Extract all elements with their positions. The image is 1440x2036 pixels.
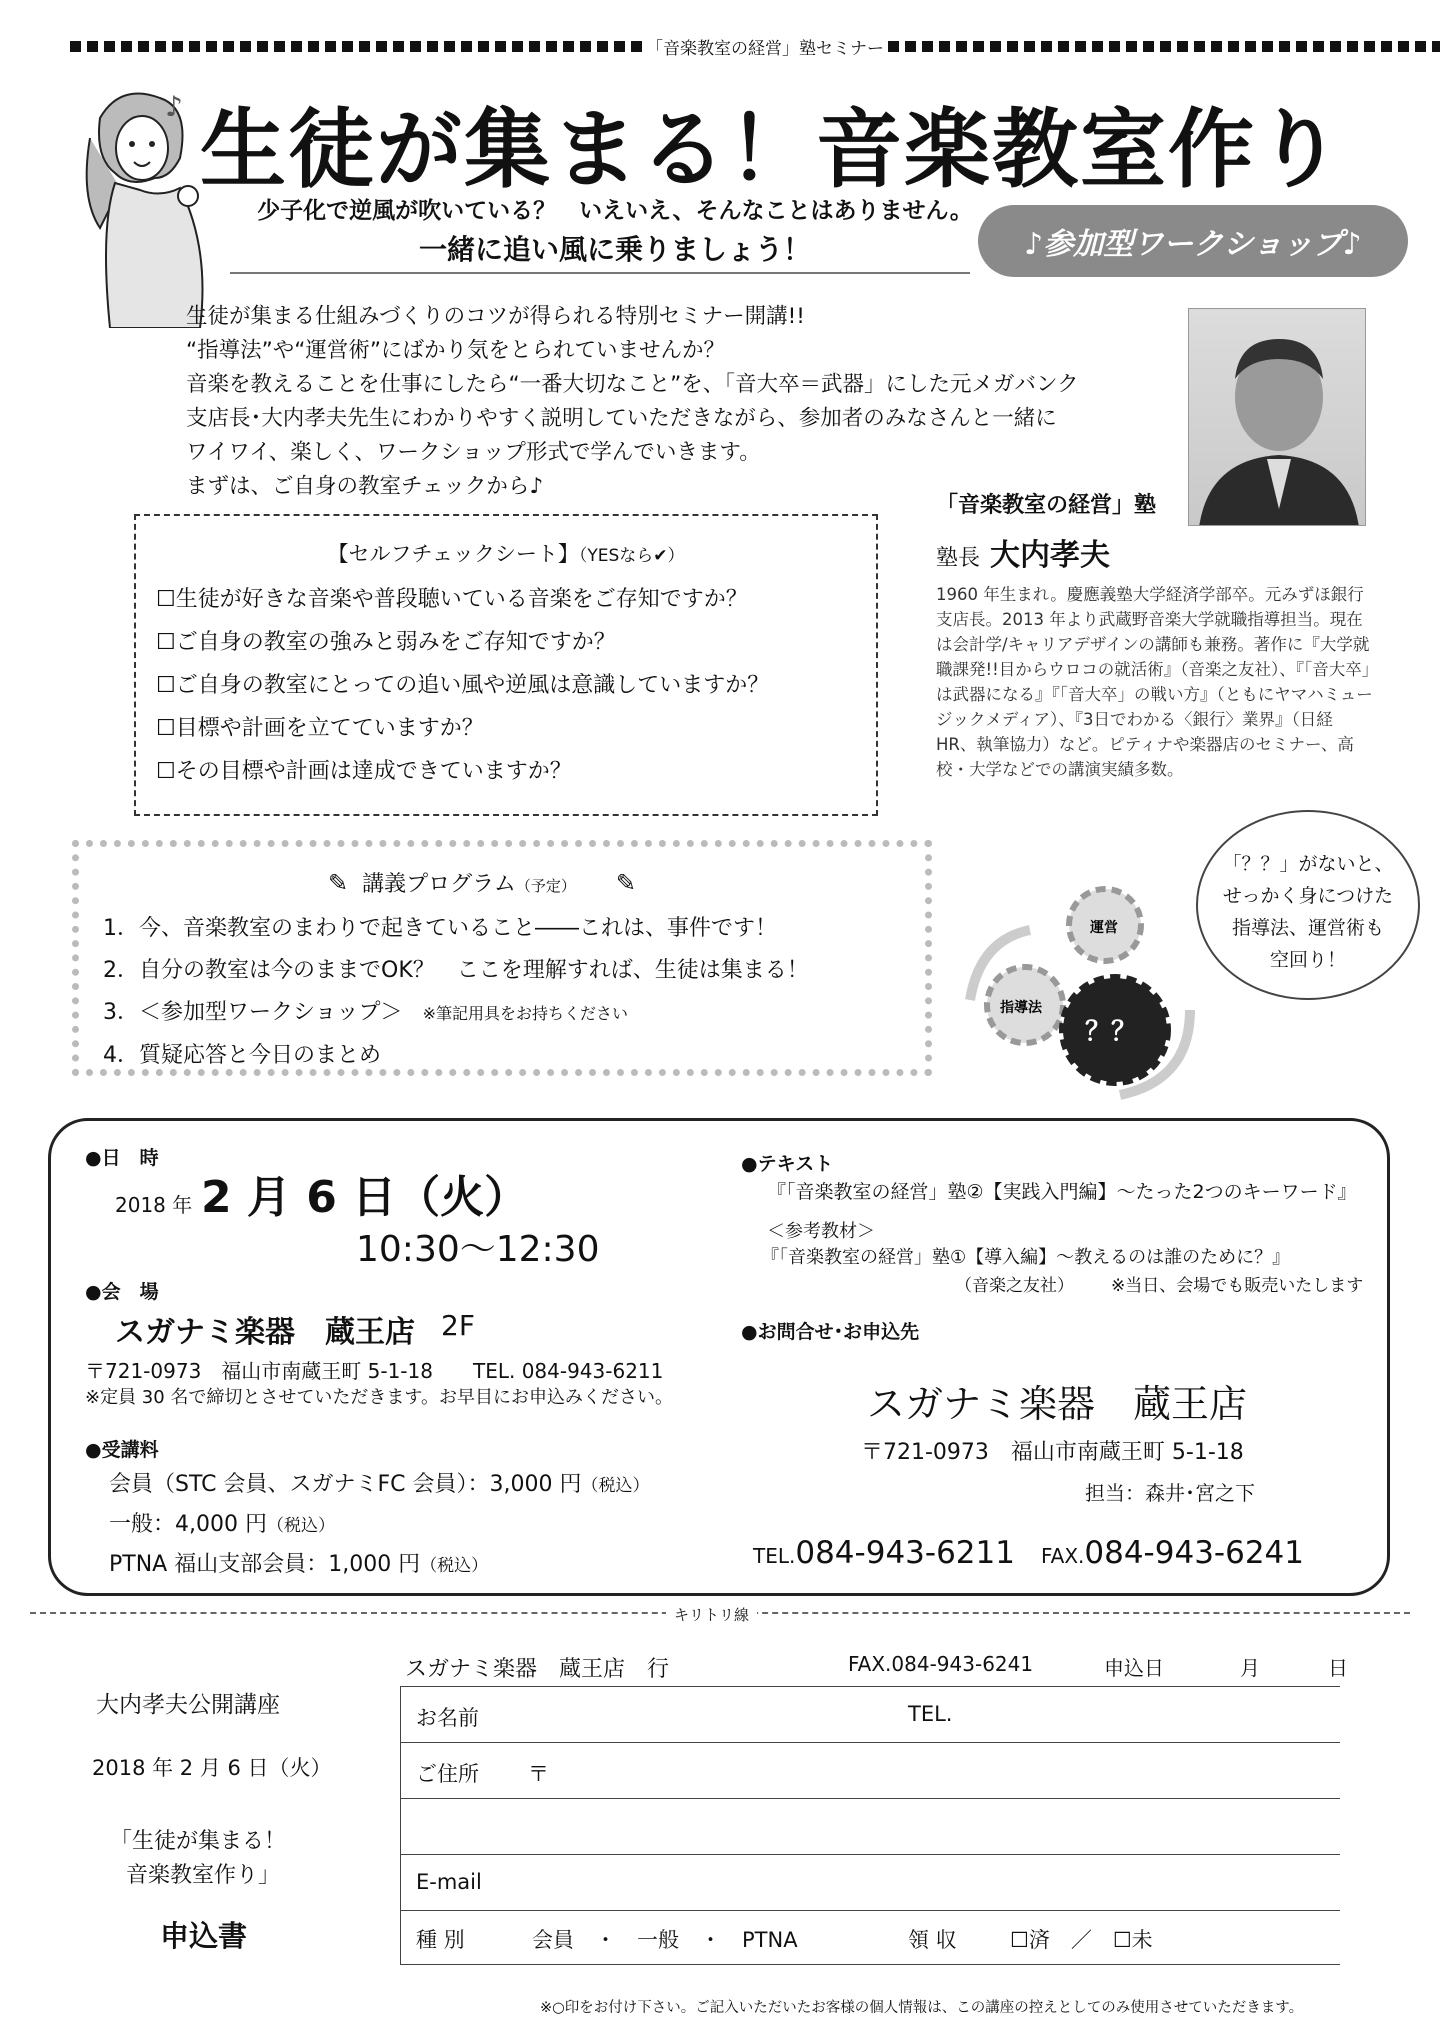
square-row-left bbox=[70, 41, 642, 52]
program-title-note: （予定） bbox=[515, 877, 576, 895]
intro-line: まずは、ご自身の教室チェックから♪ bbox=[186, 474, 544, 499]
check-sheet-title bbox=[156, 538, 856, 568]
fee-text: PTNA 福山支部会員：1,000 円 bbox=[109, 1552, 421, 1577]
bubble-line: せっかく身につけた bbox=[1222, 885, 1394, 907]
intro-text bbox=[186, 300, 1126, 504]
date-year: 2018 年 bbox=[115, 1193, 193, 1217]
venue-note: ※定員 30 名で締切とさせていただきます。お早目にお申込みください。 bbox=[85, 1387, 673, 1408]
event-details bbox=[48, 1118, 1390, 1596]
tel-prefix: TEL. bbox=[753, 1544, 796, 1568]
postal-mark: 〒 bbox=[528, 1762, 549, 1786]
contact-address: 〒721-0973 福山市南蔵王町 5-1-18 bbox=[861, 1440, 1244, 1465]
fax-prefix: FAX. bbox=[1040, 1544, 1085, 1568]
venue-floor: 2F bbox=[441, 1309, 475, 1342]
fee-text: 会員（STC 会員、スガナミFC 会員）：3,000 円 bbox=[109, 1472, 582, 1497]
text-main: 『「音楽教室の経営」塾②【実践入門編】〜たった2つのキーワード』 bbox=[767, 1181, 1357, 1203]
cut-label: キリトリ線 bbox=[666, 1604, 757, 1625]
address-label: ご住所 bbox=[416, 1762, 479, 1786]
check-item: ☐ご自身の教室の強みと弱みをご存知ですか？ bbox=[156, 630, 616, 655]
svg-text:♪: ♪ bbox=[165, 90, 183, 123]
check-item: ☐その目標や計画は達成できていますか？ bbox=[156, 759, 572, 784]
square-row-right bbox=[888, 41, 1440, 52]
gears-illustration bbox=[950, 880, 1210, 1100]
form-to: スガナミ楽器 蔵王店 行 bbox=[405, 1657, 670, 1682]
program-item: 2．自分の教室は今のままでOK？ ここを理解すれば、生徒は集まる！ bbox=[103, 958, 809, 983]
tel-field[interactable] bbox=[960, 1692, 1330, 1738]
intro-line: 音楽を教えることを仕事にしたら“一番大切なこと”を、「音大卒＝武器」にした元メガバンク bbox=[186, 372, 1079, 397]
check-sheet-title-main: 【セルフチェックシート】 bbox=[327, 542, 579, 566]
form-course-date: 2018 年 2 月 6 日（火） bbox=[92, 1756, 332, 1780]
speech-bubble bbox=[1196, 810, 1420, 1000]
lecture-program bbox=[72, 840, 932, 1076]
fee-text: 一般：4,000 円 bbox=[109, 1512, 267, 1537]
form-rule bbox=[400, 1964, 1340, 1965]
form-course-title: 大内孝夫公開講座 bbox=[96, 1692, 280, 1718]
bubble-line: 指導法、運営術も bbox=[1231, 917, 1384, 939]
time: 10:30〜12:30 bbox=[356, 1229, 600, 1270]
fee-item bbox=[109, 1507, 335, 1538]
form-fax: FAX.084-943-6241 bbox=[848, 1652, 1034, 1676]
instructor-org: 「音楽教室の経営」塾 bbox=[936, 493, 1157, 518]
tel-label: TEL. bbox=[908, 1702, 953, 1726]
instructor-photo-placeholder bbox=[1189, 309, 1366, 526]
check-item: ☐生徒が好きな音楽や普段聴いている音楽をご存知ですか？ bbox=[156, 587, 748, 612]
contact-phone bbox=[753, 1535, 1304, 1571]
header-decoration bbox=[70, 34, 1370, 58]
ref-publisher: （音楽之友社） bbox=[955, 1276, 1074, 1296]
woman-illustration bbox=[60, 78, 220, 328]
form-month-label: 月 bbox=[1240, 1656, 1260, 1680]
receipt-options[interactable]: ☐済 ／ ☐未 bbox=[1010, 1928, 1153, 1952]
bubble-line: 「？？」がないと、 bbox=[1222, 853, 1394, 875]
check-item: ☐ご自身の教室にとっての追い風や逆風は意識していますか？ bbox=[156, 673, 770, 698]
instructor-role: 塾長 bbox=[936, 546, 981, 571]
program-title bbox=[53, 867, 911, 898]
form-apply-date-label: 申込日 bbox=[1104, 1656, 1164, 1680]
lead-line-1: 少子化で逆風が吹いている？ いえいえ、そんなことはありません。 bbox=[257, 198, 973, 224]
program-item bbox=[93, 992, 911, 1035]
fee-tax: （税込） bbox=[420, 1556, 489, 1576]
instructor-title bbox=[936, 530, 1110, 574]
program-item-text: 3．＜参加型ワークショップ＞ bbox=[103, 1000, 403, 1025]
fee-item bbox=[109, 1467, 649, 1498]
pencil-icon: ✎ bbox=[615, 869, 636, 897]
gear-label: 運営 bbox=[1090, 920, 1118, 936]
pencil-icon: ✎ bbox=[327, 869, 349, 897]
intro-line: 生徒が集まる仕組みづくりのコツが得られる特別セミナー開講!! bbox=[186, 304, 805, 329]
intro-line: 支店長･大内孝夫先生にわかりやすく説明していただきながら、参加者のみなさんと一緒に bbox=[186, 406, 1057, 431]
venue-label: ●会 場 bbox=[85, 1281, 159, 1303]
program-item-note: ※筆記用具をお持ちください bbox=[422, 1004, 628, 1023]
type-label: 種 別 bbox=[416, 1928, 465, 1952]
instructor-bio: 1960 年生まれ。慶應義塾大学経済学部卒。元みずほ銀行支店長。2013 年より武蔵野音楽大学就職指導担当。現在は会計学/キャリアデザインの講師も兼務。著作に『大学就職課発!!目からウロコの就活術』（音楽之友社）、『「音大卒」は武器になる』『「音大卒」の戦い方』（ともにヤマハミュージックメディア）、『3日でわかる〈銀行〉業界』（日経 HR、執筆協力）など。ピティナや楽器店のセミナー、高校・大学などでの講演実績多数。 bbox=[936, 585, 1373, 779]
fee-tax: （税込） bbox=[266, 1516, 335, 1536]
intro-line: ワイワイ、楽しく、ワークショップ形式で学んでいきます。 bbox=[186, 440, 761, 465]
fee-label: ●受講料 bbox=[85, 1439, 159, 1461]
name-field[interactable] bbox=[520, 1692, 890, 1738]
instructor-name: 大内孝夫 bbox=[990, 538, 1111, 573]
form-day-label: 日 bbox=[1328, 1656, 1348, 1680]
tel-number: 084-943-6211 bbox=[795, 1535, 1015, 1571]
fee-tax: （税込） bbox=[581, 1476, 650, 1496]
email-field[interactable] bbox=[520, 1860, 1330, 1906]
self-check-sheet bbox=[134, 514, 878, 816]
venue-address: 〒721-0973 福山市南蔵王町 5-1-18 TEL. 084-943-6211 bbox=[85, 1359, 664, 1383]
date-main: 2 月 6 日（火） bbox=[201, 1172, 529, 1223]
page-title: 生徒が集まる！音楽教室作り bbox=[200, 100, 1344, 200]
type-options[interactable]: 会員 ・ 一般 ・ PTNA bbox=[532, 1928, 798, 1952]
lead-line-2: 一緒に追い風に乗りましょう！ bbox=[418, 233, 811, 266]
form-course-name-2: 音楽教室作り」 bbox=[126, 1863, 281, 1888]
instructor-photo bbox=[1188, 308, 1366, 526]
gear-label: ？？ bbox=[1085, 1017, 1138, 1047]
contact-label: ●お問合せ･お申込先 bbox=[741, 1321, 920, 1343]
receipt-label: 領 収 bbox=[908, 1928, 957, 1952]
check-item: ☐目標や計画を立てていますか？ bbox=[156, 716, 484, 741]
contact-person: 担当：森井･宮之下 bbox=[1085, 1481, 1255, 1505]
form-course-name-1: 「生徒が集まる！ bbox=[110, 1829, 287, 1854]
program-title-main: 講義プログラム bbox=[362, 872, 516, 897]
intro-line: “指導法”や“運営術”にばかり気をとられていませんか？ bbox=[186, 338, 726, 363]
form-rule bbox=[400, 1742, 1340, 1743]
contact-name: スガナミ楽器 蔵王店 bbox=[867, 1382, 1248, 1426]
venue-name: スガナミ楽器 蔵王店 bbox=[115, 1315, 415, 1350]
workshop-badge: ♪参加型ワークショップ♪ bbox=[978, 205, 1408, 277]
form-rule bbox=[400, 1798, 1340, 1799]
ref-note: ※当日、会場でも販売いたします bbox=[1111, 1276, 1364, 1296]
fee-item bbox=[109, 1547, 488, 1578]
text-label: ●テキスト bbox=[741, 1153, 834, 1175]
form-footnote: ※○印をお付け下さい。ご記入いただいたお客様の個人情報は、この講座の控えとしてのみ使用させていただきます。 bbox=[540, 2000, 1304, 2016]
email-label: E-mail bbox=[416, 1870, 482, 1894]
gear-label: 指導法 bbox=[1000, 1000, 1042, 1016]
form-rule bbox=[400, 1854, 1340, 1855]
name-label: お名前 bbox=[416, 1706, 479, 1730]
form-title: 申込書 bbox=[160, 1919, 248, 1953]
form-vertical-rule bbox=[400, 1686, 401, 1964]
fax-number: 084-943-6241 bbox=[1084, 1535, 1304, 1571]
date-label: ●日 時 bbox=[85, 1147, 159, 1169]
program-item: 1．今、音楽教室のまわりで起きていること――これは、事件です！ bbox=[103, 916, 777, 941]
program-item: 4．質疑応答と今日のまとめ bbox=[103, 1043, 381, 1068]
form-rule bbox=[400, 1910, 1340, 1911]
ref-main: 『「音楽教室の経営」塾①【導入編】〜教えるのは誰のために？』 bbox=[761, 1247, 1291, 1268]
form-rule bbox=[400, 1686, 1340, 1687]
ref-label: ＜参考教材＞ bbox=[767, 1221, 875, 1242]
check-sheet-title-note: （YESなら✔） bbox=[578, 546, 685, 566]
bubble-line: 空回り！ bbox=[1269, 949, 1346, 971]
lead-underline bbox=[230, 272, 970, 274]
series-label: 「音楽教室の経営」塾セミナー bbox=[646, 38, 884, 59]
